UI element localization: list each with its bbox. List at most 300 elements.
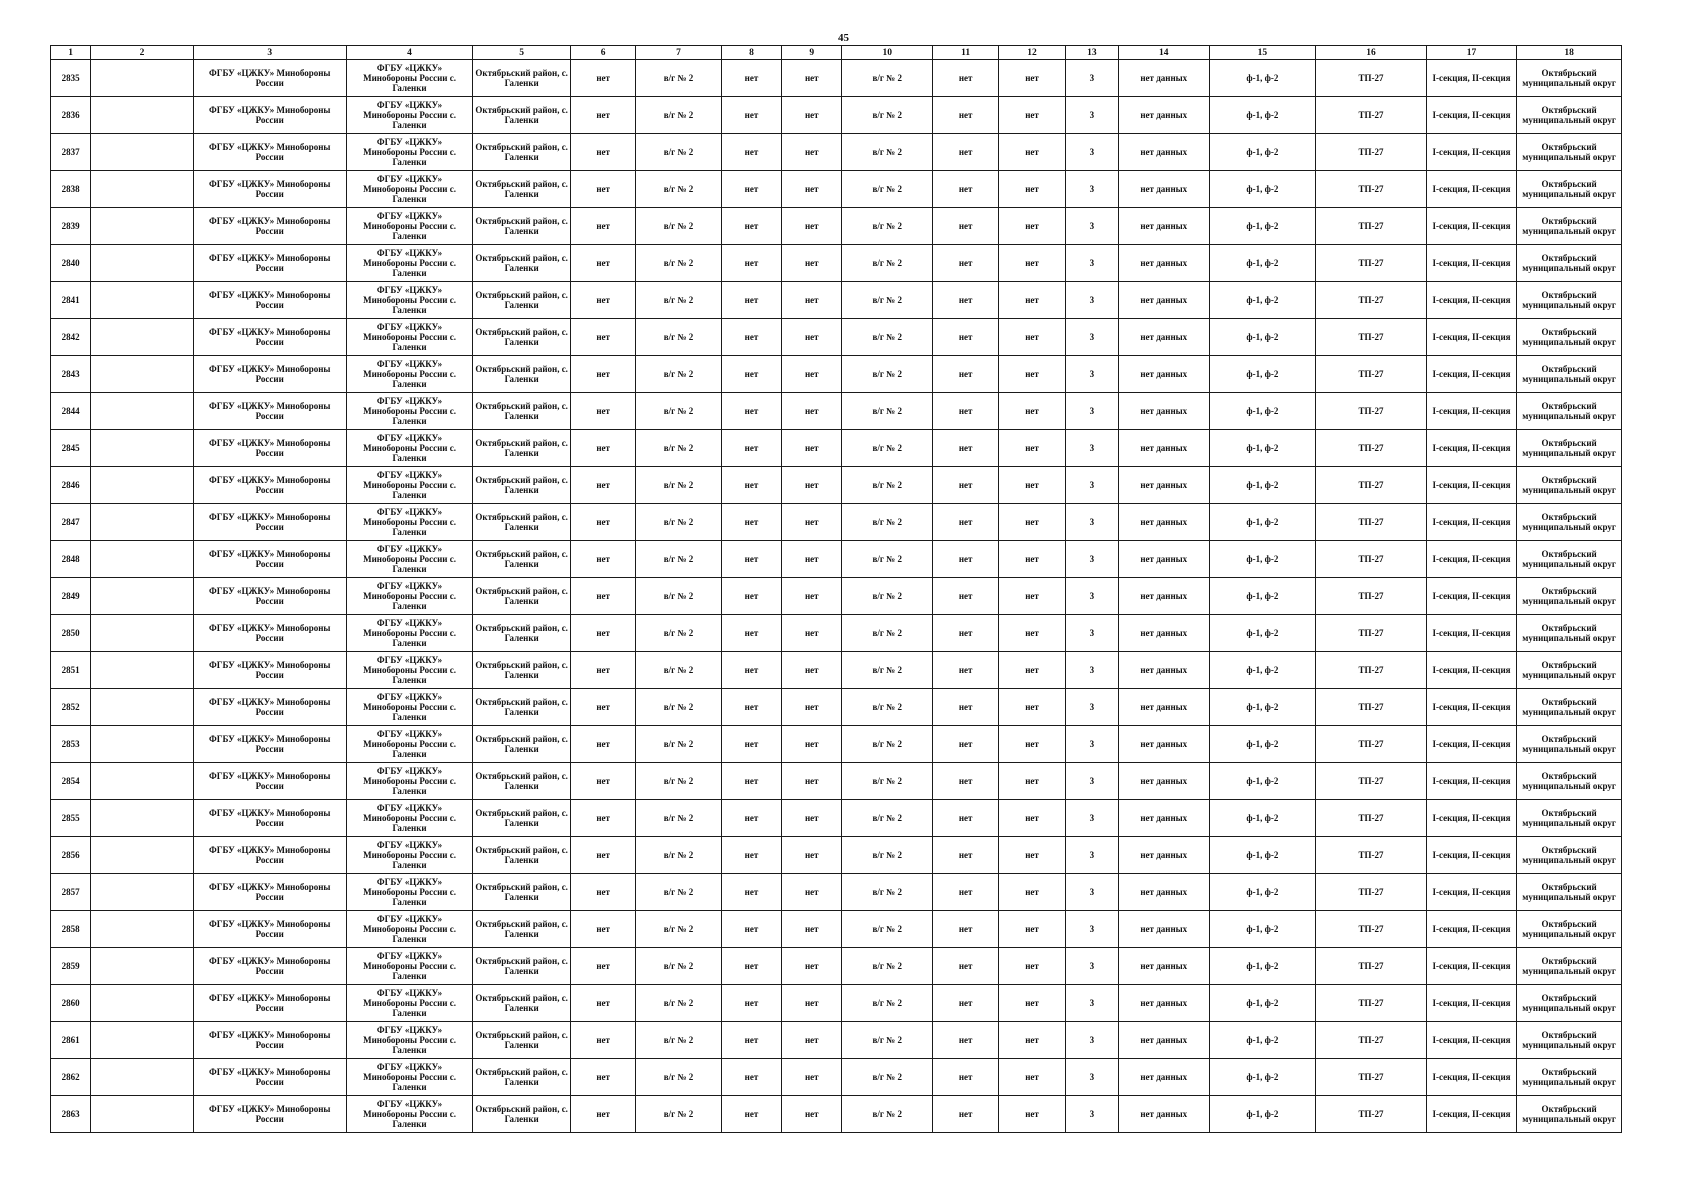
owner-line: ФГБУ «ЦЖКУ» [376, 470, 443, 480]
cell-col8: нет [721, 282, 781, 319]
cell-col11: нет [932, 319, 998, 356]
cell-col9: нет [782, 97, 842, 134]
cell-col8: нет [721, 615, 781, 652]
column-header-6: 6 [570, 46, 635, 60]
row-number: 2860 [51, 985, 91, 1022]
cell-owner [346, 282, 473, 319]
row-number: 2854 [51, 763, 91, 800]
owner-line: Минобороны России с. [363, 73, 456, 83]
row-number: 2836 [51, 97, 91, 134]
cell-col17: I-секция, II-секция [1426, 985, 1517, 1022]
cell-col7: в/г № 2 [636, 911, 721, 948]
cell-owner [346, 430, 473, 467]
cell-col7: в/г № 2 [636, 615, 721, 652]
cell-col10: в/г № 2 [842, 985, 933, 1022]
cell-owner [346, 615, 473, 652]
cell-col2 [91, 430, 194, 467]
cell-col11: нет [932, 504, 998, 541]
row-number: 2848 [51, 541, 91, 578]
cell-col16: ТП-27 [1316, 652, 1427, 689]
cell-col14: нет данных [1119, 97, 1210, 134]
cell-owner [346, 985, 473, 1022]
cell-col9: нет [782, 726, 842, 763]
table-row [51, 60, 1622, 97]
cell-col10: в/г № 2 [842, 504, 933, 541]
cell-col18: Октябрьский муниципальный округ [1517, 134, 1622, 171]
row-number: 2859 [51, 948, 91, 985]
cell-col16: ТП-27 [1316, 245, 1427, 282]
cell-col5: Октябрьский район, с. Галенки [473, 615, 571, 652]
column-header-11: 11 [932, 46, 998, 60]
cell-col6: нет [570, 948, 635, 985]
cell-col15: ф-1, ф-2 [1209, 578, 1316, 615]
table-row [51, 578, 1622, 615]
cell-col11: нет [932, 393, 998, 430]
owner-line: ФГБУ «ЦЖКУ» [376, 507, 443, 517]
cell-col9: нет [782, 467, 842, 504]
cell-col3: ФГБУ «ЦЖКУ» Минобороны России [193, 393, 346, 430]
cell-owner [346, 393, 473, 430]
owner-line: ФГБУ «ЦЖКУ» [376, 1025, 443, 1035]
cell-col8: нет [721, 356, 781, 393]
cell-col13: 3 [1065, 1022, 1118, 1059]
cell-col12: нет [999, 60, 1065, 97]
owner-line: ФГБУ «ЦЖКУ» [376, 914, 443, 924]
owner-line: ФГБУ «ЦЖКУ» [376, 581, 443, 591]
cell-col13: 3 [1065, 60, 1118, 97]
cell-col10: в/г № 2 [842, 874, 933, 911]
row-number: 2835 [51, 60, 91, 97]
cell-owner [346, 171, 473, 208]
cell-col15: ф-1, ф-2 [1209, 948, 1316, 985]
cell-col14: нет данных [1119, 1096, 1210, 1133]
cell-col7: в/г № 2 [636, 1022, 721, 1059]
cell-col6: нет [570, 356, 635, 393]
cell-col15: ф-1, ф-2 [1209, 1022, 1316, 1059]
cell-col17: I-секция, II-секция [1426, 948, 1517, 985]
cell-col7: в/г № 2 [636, 763, 721, 800]
cell-col15: ф-1, ф-2 [1209, 467, 1316, 504]
cell-col9: нет [782, 245, 842, 282]
owner-line: Галенки [392, 971, 427, 981]
cell-col5: Октябрьский район, с. Галенки [473, 541, 571, 578]
cell-col7: в/г № 2 [636, 171, 721, 208]
cell-col11: нет [932, 578, 998, 615]
cell-col5: Октябрьский район, с. Галенки [473, 911, 571, 948]
cell-col2 [91, 245, 194, 282]
owner-line: ФГБУ «ЦЖКУ» [376, 322, 443, 332]
cell-col16: ТП-27 [1316, 208, 1427, 245]
cell-col14: нет данных [1119, 652, 1210, 689]
cell-col18: Октябрьский муниципальный округ [1517, 208, 1622, 245]
cell-col14: нет данных [1119, 800, 1210, 837]
cell-col10: в/г № 2 [842, 60, 933, 97]
cell-col10: в/г № 2 [842, 800, 933, 837]
cell-col17: I-секция, II-секция [1426, 319, 1517, 356]
cell-col12: нет [999, 800, 1065, 837]
cell-col16: ТП-27 [1316, 948, 1427, 985]
cell-col5: Октябрьский район, с. Галенки [473, 208, 571, 245]
owner-line: Галенки [392, 1082, 427, 1092]
cell-col6: нет [570, 763, 635, 800]
table-row [51, 504, 1622, 541]
cell-col14: нет данных [1119, 171, 1210, 208]
cell-col14: нет данных [1119, 948, 1210, 985]
cell-col3: ФГБУ «ЦЖКУ» Минобороны России [193, 208, 346, 245]
cell-col15: ф-1, ф-2 [1209, 208, 1316, 245]
cell-col11: нет [932, 60, 998, 97]
row-number: 2856 [51, 837, 91, 874]
cell-col2 [91, 689, 194, 726]
cell-col15: ф-1, ф-2 [1209, 985, 1316, 1022]
cell-col13: 3 [1065, 1059, 1118, 1096]
table-row [51, 615, 1622, 652]
cell-col6: нет [570, 208, 635, 245]
cell-col5: Октябрьский район, с. Галенки [473, 763, 571, 800]
cell-col11: нет [932, 800, 998, 837]
table-row [51, 800, 1622, 837]
cell-col13: 3 [1065, 356, 1118, 393]
cell-col15: ф-1, ф-2 [1209, 615, 1316, 652]
cell-col2 [91, 578, 194, 615]
cell-col12: нет [999, 874, 1065, 911]
cell-col7: в/г № 2 [636, 726, 721, 763]
cell-col7: в/г № 2 [636, 837, 721, 874]
cell-col7: в/г № 2 [636, 800, 721, 837]
cell-col11: нет [932, 1022, 998, 1059]
owner-line: Галенки [392, 120, 427, 130]
row-number: 2837 [51, 134, 91, 171]
cell-col6: нет [570, 800, 635, 837]
cell-col15: ф-1, ф-2 [1209, 837, 1316, 874]
cell-col10: в/г № 2 [842, 356, 933, 393]
cell-col6: нет [570, 97, 635, 134]
cell-col17: I-секция, II-секция [1426, 874, 1517, 911]
cell-col6: нет [570, 134, 635, 171]
cell-col16: ТП-27 [1316, 763, 1427, 800]
table-row [51, 208, 1622, 245]
cell-col12: нет [999, 504, 1065, 541]
cell-col14: нет данных [1119, 282, 1210, 319]
owner-line: Минобороны России с. [363, 739, 456, 749]
cell-col11: нет [932, 763, 998, 800]
cell-col6: нет [570, 541, 635, 578]
cell-col9: нет [782, 393, 842, 430]
cell-col2 [91, 837, 194, 874]
cell-col11: нет [932, 430, 998, 467]
cell-col2 [91, 393, 194, 430]
cell-col7: в/г № 2 [636, 689, 721, 726]
row-number: 2844 [51, 393, 91, 430]
cell-col17: I-секция, II-секция [1426, 652, 1517, 689]
cell-col7: в/г № 2 [636, 874, 721, 911]
registry-table [50, 45, 1622, 1133]
table-row [51, 245, 1622, 282]
cell-col3: ФГБУ «ЦЖКУ» Минобороны России [193, 319, 346, 356]
cell-col11: нет [932, 689, 998, 726]
cell-col17: I-секция, II-секция [1426, 393, 1517, 430]
cell-col18: Октябрьский муниципальный округ [1517, 911, 1622, 948]
cell-col13: 3 [1065, 541, 1118, 578]
owner-line: ФГБУ «ЦЖКУ» [376, 544, 443, 554]
owner-line: Минобороны России с. [363, 702, 456, 712]
cell-col9: нет [782, 1059, 842, 1096]
owner-line: Галенки [392, 305, 427, 315]
cell-owner [346, 689, 473, 726]
cell-col3: ФГБУ «ЦЖКУ» Минобороны России [193, 134, 346, 171]
cell-col12: нет [999, 319, 1065, 356]
cell-col5: Октябрьский район, с. Галенки [473, 837, 571, 874]
header-row [51, 46, 1622, 60]
cell-col18: Октябрьский муниципальный округ [1517, 245, 1622, 282]
cell-col9: нет [782, 134, 842, 171]
cell-col5: Октябрьский район, с. Галенки [473, 319, 571, 356]
cell-col12: нет [999, 763, 1065, 800]
cell-col12: нет [999, 985, 1065, 1022]
cell-col12: нет [999, 1096, 1065, 1133]
cell-col11: нет [932, 134, 998, 171]
cell-col10: в/г № 2 [842, 615, 933, 652]
owner-line: ФГБУ «ЦЖКУ» [376, 359, 443, 369]
column-header-4: 4 [346, 46, 473, 60]
cell-col2 [91, 726, 194, 763]
table-body [51, 60, 1622, 1133]
cell-col18: Октябрьский муниципальный округ [1517, 393, 1622, 430]
cell-col6: нет [570, 874, 635, 911]
cell-owner [346, 60, 473, 97]
cell-col10: в/г № 2 [842, 1022, 933, 1059]
cell-owner [346, 134, 473, 171]
cell-col16: ТП-27 [1316, 874, 1427, 911]
cell-col2 [91, 911, 194, 948]
cell-col2 [91, 541, 194, 578]
cell-col8: нет [721, 948, 781, 985]
cell-col3: ФГБУ «ЦЖКУ» Минобороны России [193, 1022, 346, 1059]
cell-col2 [91, 171, 194, 208]
cell-col5: Октябрьский район, с. Галенки [473, 356, 571, 393]
cell-col14: нет данных [1119, 763, 1210, 800]
cell-col3: ФГБУ «ЦЖКУ» Минобороны России [193, 171, 346, 208]
row-number: 2841 [51, 282, 91, 319]
cell-col15: ф-1, ф-2 [1209, 504, 1316, 541]
cell-col13: 3 [1065, 171, 1118, 208]
table-row [51, 874, 1622, 911]
cell-owner [346, 911, 473, 948]
cell-col15: ф-1, ф-2 [1209, 97, 1316, 134]
cell-col6: нет [570, 504, 635, 541]
cell-owner [346, 467, 473, 504]
cell-col2 [91, 652, 194, 689]
cell-col17: I-секция, II-секция [1426, 245, 1517, 282]
cell-col13: 3 [1065, 689, 1118, 726]
cell-col15: ф-1, ф-2 [1209, 60, 1316, 97]
cell-col14: нет данных [1119, 541, 1210, 578]
table-row [51, 1096, 1622, 1133]
owner-line: Минобороны России с. [363, 776, 456, 786]
cell-col3: ФГБУ «ЦЖКУ» Минобороны России [193, 430, 346, 467]
cell-col18: Октябрьский муниципальный округ [1517, 541, 1622, 578]
cell-col8: нет [721, 319, 781, 356]
cell-col16: ТП-27 [1316, 541, 1427, 578]
cell-col18: Октябрьский муниципальный округ [1517, 763, 1622, 800]
cell-col10: в/г № 2 [842, 911, 933, 948]
cell-col6: нет [570, 1096, 635, 1133]
owner-line: ФГБУ «ЦЖКУ» [376, 988, 443, 998]
cell-col14: нет данных [1119, 837, 1210, 874]
cell-col9: нет [782, 504, 842, 541]
row-number: 2852 [51, 689, 91, 726]
owner-line: Минобороны России с. [363, 369, 456, 379]
cell-col13: 3 [1065, 134, 1118, 171]
table-row [51, 726, 1622, 763]
cell-col14: нет данных [1119, 1059, 1210, 1096]
cell-col10: в/г № 2 [842, 541, 933, 578]
cell-col3: ФГБУ «ЦЖКУ» Минобороны России [193, 467, 346, 504]
cell-col12: нет [999, 356, 1065, 393]
table-header [51, 46, 1622, 60]
owner-line: Минобороны России с. [363, 813, 456, 823]
cell-col11: нет [932, 874, 998, 911]
cell-owner [346, 948, 473, 985]
cell-col15: ф-1, ф-2 [1209, 874, 1316, 911]
cell-col12: нет [999, 837, 1065, 874]
cell-col2 [91, 504, 194, 541]
cell-col8: нет [721, 652, 781, 689]
cell-col18: Октябрьский муниципальный округ [1517, 504, 1622, 541]
row-number: 2850 [51, 615, 91, 652]
cell-col6: нет [570, 430, 635, 467]
cell-col11: нет [932, 948, 998, 985]
owner-line: Минобороны России с. [363, 406, 456, 416]
cell-col15: ф-1, ф-2 [1209, 430, 1316, 467]
cell-col8: нет [721, 60, 781, 97]
row-number: 2843 [51, 356, 91, 393]
cell-col17: I-секция, II-секция [1426, 282, 1517, 319]
owner-line: ФГБУ «ЦЖКУ» [376, 248, 443, 258]
table-row [51, 948, 1622, 985]
cell-col12: нет [999, 134, 1065, 171]
cell-col9: нет [782, 1096, 842, 1133]
cell-col5: Октябрьский район, с. Галенки [473, 60, 571, 97]
cell-col7: в/г № 2 [636, 541, 721, 578]
owner-line: ФГБУ «ЦЖКУ» [376, 729, 443, 739]
cell-col16: ТП-27 [1316, 1096, 1427, 1133]
owner-line: Минобороны России с. [363, 850, 456, 860]
column-header-1: 1 [51, 46, 91, 60]
cell-col8: нет [721, 911, 781, 948]
cell-col11: нет [932, 467, 998, 504]
cell-col3: ФГБУ «ЦЖКУ» Минобороны России [193, 578, 346, 615]
cell-col11: нет [932, 282, 998, 319]
cell-col16: ТП-27 [1316, 985, 1427, 1022]
cell-col9: нет [782, 282, 842, 319]
cell-col16: ТП-27 [1316, 319, 1427, 356]
cell-owner [346, 208, 473, 245]
cell-col10: в/г № 2 [842, 430, 933, 467]
cell-owner [346, 356, 473, 393]
cell-col17: I-секция, II-секция [1426, 763, 1517, 800]
cell-col9: нет [782, 689, 842, 726]
cell-col3: ФГБУ «ЦЖКУ» Минобороны России [193, 282, 346, 319]
column-header-10: 10 [842, 46, 933, 60]
cell-col13: 3 [1065, 1096, 1118, 1133]
cell-col13: 3 [1065, 652, 1118, 689]
cell-col17: I-секция, II-секция [1426, 800, 1517, 837]
cell-col17: I-секция, II-секция [1426, 208, 1517, 245]
cell-col14: нет данных [1119, 319, 1210, 356]
cell-col5: Октябрьский район, с. Галенки [473, 1022, 571, 1059]
cell-col11: нет [932, 726, 998, 763]
cell-col13: 3 [1065, 208, 1118, 245]
cell-col16: ТП-27 [1316, 97, 1427, 134]
table-row [51, 763, 1622, 800]
cell-col7: в/г № 2 [636, 97, 721, 134]
cell-col12: нет [999, 97, 1065, 134]
row-number: 2863 [51, 1096, 91, 1133]
cell-col6: нет [570, 393, 635, 430]
cell-col14: нет данных [1119, 726, 1210, 763]
cell-col3: ФГБУ «ЦЖКУ» Минобороны России [193, 615, 346, 652]
cell-col17: I-секция, II-секция [1426, 837, 1517, 874]
cell-owner [346, 874, 473, 911]
cell-col15: ф-1, ф-2 [1209, 319, 1316, 356]
cell-col7: в/г № 2 [636, 1096, 721, 1133]
cell-col18: Октябрьский муниципальный округ [1517, 985, 1622, 1022]
cell-col8: нет [721, 171, 781, 208]
cell-col9: нет [782, 171, 842, 208]
cell-col8: нет [721, 985, 781, 1022]
cell-col9: нет [782, 208, 842, 245]
cell-col2 [91, 1059, 194, 1096]
cell-col18: Октябрьский муниципальный округ [1517, 578, 1622, 615]
cell-col7: в/г № 2 [636, 467, 721, 504]
cell-col9: нет [782, 800, 842, 837]
cell-col10: в/г № 2 [842, 726, 933, 763]
cell-col16: ТП-27 [1316, 60, 1427, 97]
cell-col12: нет [999, 208, 1065, 245]
column-header-12: 12 [999, 46, 1065, 60]
cell-col2 [91, 208, 194, 245]
table-row [51, 911, 1622, 948]
cell-col8: нет [721, 726, 781, 763]
table-row [51, 985, 1622, 1022]
owner-line: Галенки [392, 638, 427, 648]
cell-col5: Октябрьский район, с. Галенки [473, 393, 571, 430]
cell-col16: ТП-27 [1316, 171, 1427, 208]
cell-col15: ф-1, ф-2 [1209, 911, 1316, 948]
cell-col18: Октябрьский муниципальный округ [1517, 97, 1622, 134]
owner-line: Галенки [392, 194, 427, 204]
cell-col10: в/г № 2 [842, 208, 933, 245]
cell-col11: нет [932, 652, 998, 689]
cell-col12: нет [999, 652, 1065, 689]
cell-col18: Октябрьский муниципальный округ [1517, 60, 1622, 97]
cell-col18: Октябрьский муниципальный округ [1517, 319, 1622, 356]
cell-col9: нет [782, 541, 842, 578]
table-row [51, 652, 1622, 689]
cell-col11: нет [932, 1096, 998, 1133]
cell-col9: нет [782, 763, 842, 800]
owner-line: ФГБУ «ЦЖКУ» [376, 174, 443, 184]
owner-line: ФГБУ «ЦЖКУ» [376, 655, 443, 665]
cell-col5: Октябрьский район, с. Галенки [473, 1059, 571, 1096]
cell-col3: ФГБУ «ЦЖКУ» Минобороны России [193, 763, 346, 800]
cell-col17: I-секция, II-секция [1426, 1059, 1517, 1096]
cell-col12: нет [999, 1059, 1065, 1096]
cell-col18: Октябрьский муниципальный округ [1517, 726, 1622, 763]
table-row [51, 1022, 1622, 1059]
cell-col10: в/г № 2 [842, 652, 933, 689]
